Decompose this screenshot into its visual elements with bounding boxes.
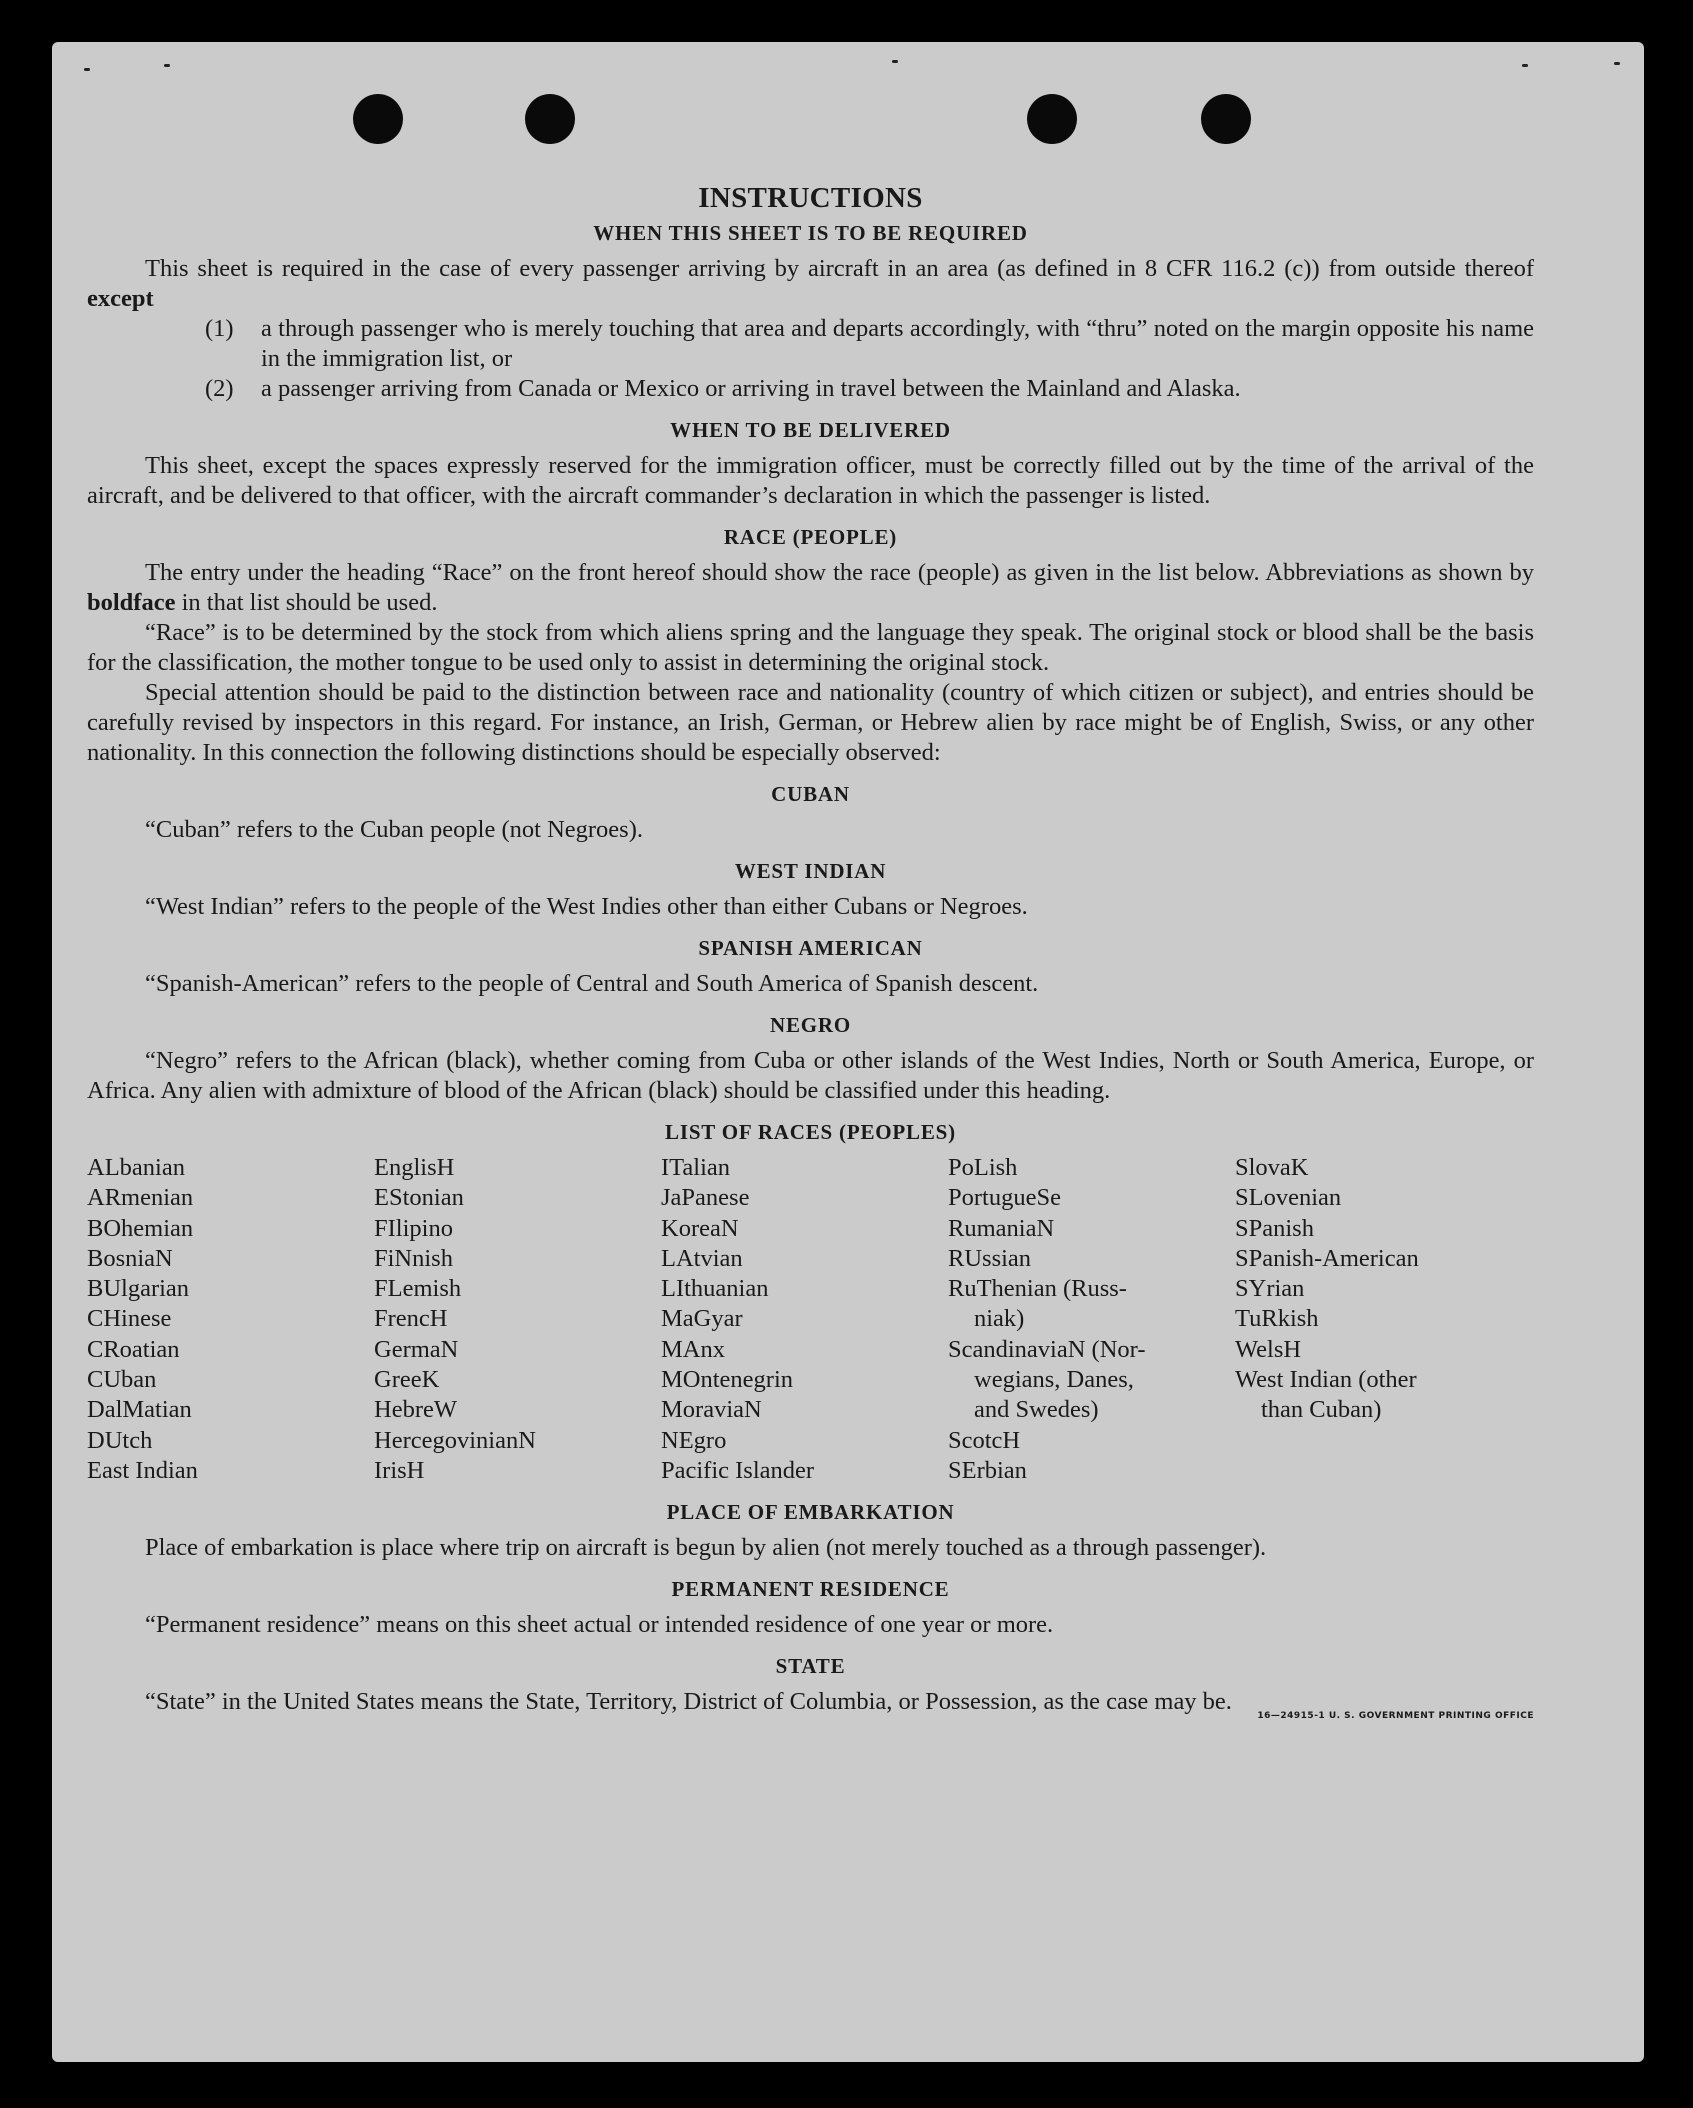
- races-column-2: [374, 1153, 661, 1486]
- race-entry: KoreaN: [661, 1214, 739, 1242]
- race-entry: WelsH: [1235, 1335, 1302, 1363]
- race-entry: TuRkish: [1235, 1305, 1319, 1333]
- race-entry: than Cuban): [1261, 1396, 1382, 1424]
- punch-hole: [1027, 94, 1077, 144]
- race-entry: wegians, Danes,: [974, 1366, 1134, 1394]
- race-entry: ScandinaviaN (Nor-: [948, 1335, 1146, 1363]
- required-item-2: (2) a passenger arriving from Canada or Mexico or arriving in travel between the Mainland and Alaska.: [205, 375, 1241, 402]
- race-entry: MoraviaN: [661, 1396, 762, 1424]
- race-entry: FLemish: [374, 1275, 462, 1303]
- residence-text: “Permanent residence” means on this sheet actual or intended residence of one year or more.: [145, 1611, 1054, 1639]
- race-entry: LIthuanian: [661, 1275, 769, 1303]
- race-entry: GreeK: [374, 1366, 440, 1394]
- race-entry: FIlipino: [374, 1214, 453, 1242]
- west-indian-text: “West Indian” refers to the people of the West Indies other than either Cubans or Negroes.: [145, 893, 1028, 920]
- race-entry: MaGyar: [661, 1305, 743, 1333]
- races-column-1: [87, 1153, 374, 1486]
- race-entry: FrencH: [374, 1305, 448, 1333]
- race-entry: East Indian: [87, 1456, 198, 1484]
- race-entry: GermaN: [374, 1335, 459, 1363]
- race-entry: BOhemian: [87, 1214, 194, 1242]
- race-entry: niak): [974, 1305, 1025, 1333]
- race-entry: SLovenian: [1235, 1184, 1342, 1212]
- race-paragraph-3: Special attention should be paid to the distinction between race and nationality (country of which citizen or subject), and entries should be carefully revised by inspectors in this regard. For instance, an Irish, German, or Hebrew alien by race might be of English, Swiss, or any other nationality. In this connection the following distinctions should be especially observed:: [87, 679, 1534, 766]
- race-entry: NEgro: [661, 1426, 727, 1454]
- spanish-american-text: “Spanish-American” refers to the people of Central and South America of Spanish descent.: [145, 970, 1039, 997]
- race-entry: PoLish: [948, 1154, 1018, 1181]
- races-column-3: [661, 1153, 948, 1486]
- race-entry: MAnx: [661, 1335, 725, 1363]
- race-entry: RUssian: [948, 1244, 1032, 1272]
- heading-residence: PERMANENT RESIDENCE: [671, 1577, 950, 1602]
- race-entry: HebreW: [374, 1396, 457, 1424]
- race-entry: BosniaN: [87, 1244, 173, 1272]
- race-entry: Pacific Islander: [661, 1456, 815, 1484]
- heading-cuban: CUBAN: [771, 782, 850, 806]
- race-paragraph-1: The entry under the heading “Race” on the front hereof should show the race (people) as given in the list below. Abbreviations as shown by boldface in that list should be used.: [87, 559, 1534, 616]
- punch-hole: [1201, 94, 1251, 144]
- race-entry: CRoatian: [87, 1335, 180, 1363]
- except-bold: except: [87, 285, 154, 312]
- negro-text: “Negro” refers to the African (black), whether coming from Cuba or other islands of the West Indies, North or South America, Europe, or Africa. Any alien with admixture of blood of the African (black) should be classified under this heading.: [87, 1047, 1534, 1104]
- race-entry: RuThenian (Russ-: [948, 1275, 1127, 1303]
- heading-list-of-races: LIST OF RACES (PEOPLES): [665, 1120, 956, 1144]
- heading-delivered: WHEN TO BE DELIVERED: [670, 418, 951, 442]
- race-entry: DalMatian: [87, 1396, 192, 1424]
- race-entry: and Swedes): [974, 1396, 1099, 1424]
- race-entry: ALbanian: [87, 1154, 185, 1181]
- heading-embarkation: PLACE OF EMBARKATION: [666, 1500, 955, 1525]
- race-entry: IrisH: [374, 1456, 425, 1484]
- race-entry: HercegovinianN: [374, 1426, 536, 1454]
- punch-hole: [525, 94, 575, 144]
- heading-race: RACE (PEOPLE): [723, 525, 898, 549]
- heading-state: STATE: [775, 1654, 846, 1679]
- races-list: [87, 1153, 1534, 1486]
- race-paragraph-2: “Race” is to be determined by the stock from which aliens spring and the language they speak. The original stock or blood shall be the basis for the classification, the mother tongue to be used only to assist in determining the original stock.: [87, 619, 1534, 676]
- race-entry: RumaniaN: [948, 1214, 1055, 1242]
- race-entry: SPanish: [1235, 1214, 1314, 1242]
- heading-negro: NEGRO: [769, 1013, 851, 1037]
- race-entry: SErbian: [948, 1456, 1027, 1484]
- heading-required: WHEN THIS SHEET IS TO BE REQUIRED: [593, 221, 1028, 245]
- race-entry: LAtvian: [661, 1244, 743, 1272]
- race-entry: CHinese: [87, 1305, 172, 1333]
- race-entry: ScotcH: [948, 1426, 1021, 1454]
- heading-west-indian: WEST INDIAN: [734, 859, 887, 883]
- paper-speck: [1614, 62, 1620, 65]
- races-column-5: [1235, 1153, 1522, 1486]
- document-page: [52, 42, 1644, 2062]
- race-entry: EnglisH: [374, 1154, 455, 1181]
- race-entry: DUtch: [87, 1426, 153, 1454]
- state-text: “State” in the United States means the State, Territory, District of Columbia, or Possession, as the case may be.: [145, 1688, 1232, 1716]
- race-entry: West Indian (other: [1235, 1366, 1417, 1394]
- paper-speck: [1522, 64, 1528, 67]
- printer-imprint: 16—24915-1 U. S. GOVERNMENT PRINTING OFFICE: [1257, 1711, 1534, 1722]
- race-entry: SYrian: [1235, 1275, 1305, 1303]
- race-entry: PortugueSe: [948, 1184, 1061, 1212]
- race-entry: ARmenian: [87, 1184, 194, 1212]
- instructions-body: [87, 182, 1534, 1722]
- race-entry: ITalian: [661, 1154, 731, 1181]
- page-title: INSTRUCTIONS: [698, 182, 923, 214]
- required-intro: This sheet is required in the case of every passenger arriving by aircraft in an area (as defined in 8 CFR 116.2 (c)) from outside thereof except: [87, 255, 1534, 312]
- required-item-1: (1) a through passenger who is merely touching that area and departs accordingly, with “thru” noted on the margin opposite his name in the immigration list, or: [205, 315, 1534, 372]
- cuban-text: “Cuban” refers to the Cuban people (not Negroes).: [145, 816, 643, 843]
- punch-hole: [353, 94, 403, 144]
- race-entry: FiNnish: [374, 1244, 453, 1272]
- paper-speck: [84, 68, 90, 71]
- race-entry: SPanish-American: [1235, 1244, 1419, 1272]
- delivered-text: This sheet, except the spaces expressly reserved for the immigration officer, must be correctly filled out by the time of the arrival of the aircraft, and be delivered to that officer, with the aircraft commander’s declaration in which the passenger is listed.: [87, 452, 1534, 509]
- race-entry: JaPanese: [661, 1184, 750, 1212]
- race-entry: SlovaK: [1235, 1154, 1309, 1181]
- races-column-4: [948, 1153, 1235, 1486]
- race-entry: BUlgarian: [87, 1275, 190, 1303]
- heading-spanish-american: SPANISH AMERICAN: [698, 936, 923, 960]
- race-entry: MOntenegrin: [661, 1366, 793, 1394]
- paper-speck: [164, 64, 170, 67]
- race-entry: CUban: [87, 1366, 157, 1394]
- paper-speck: [892, 60, 898, 63]
- race-entry: EStonian: [374, 1184, 464, 1212]
- embarkation-text: Place of embarkation is place where trip on aircraft is begun by alien (not merely touched as a through passenger).: [145, 1534, 1267, 1562]
